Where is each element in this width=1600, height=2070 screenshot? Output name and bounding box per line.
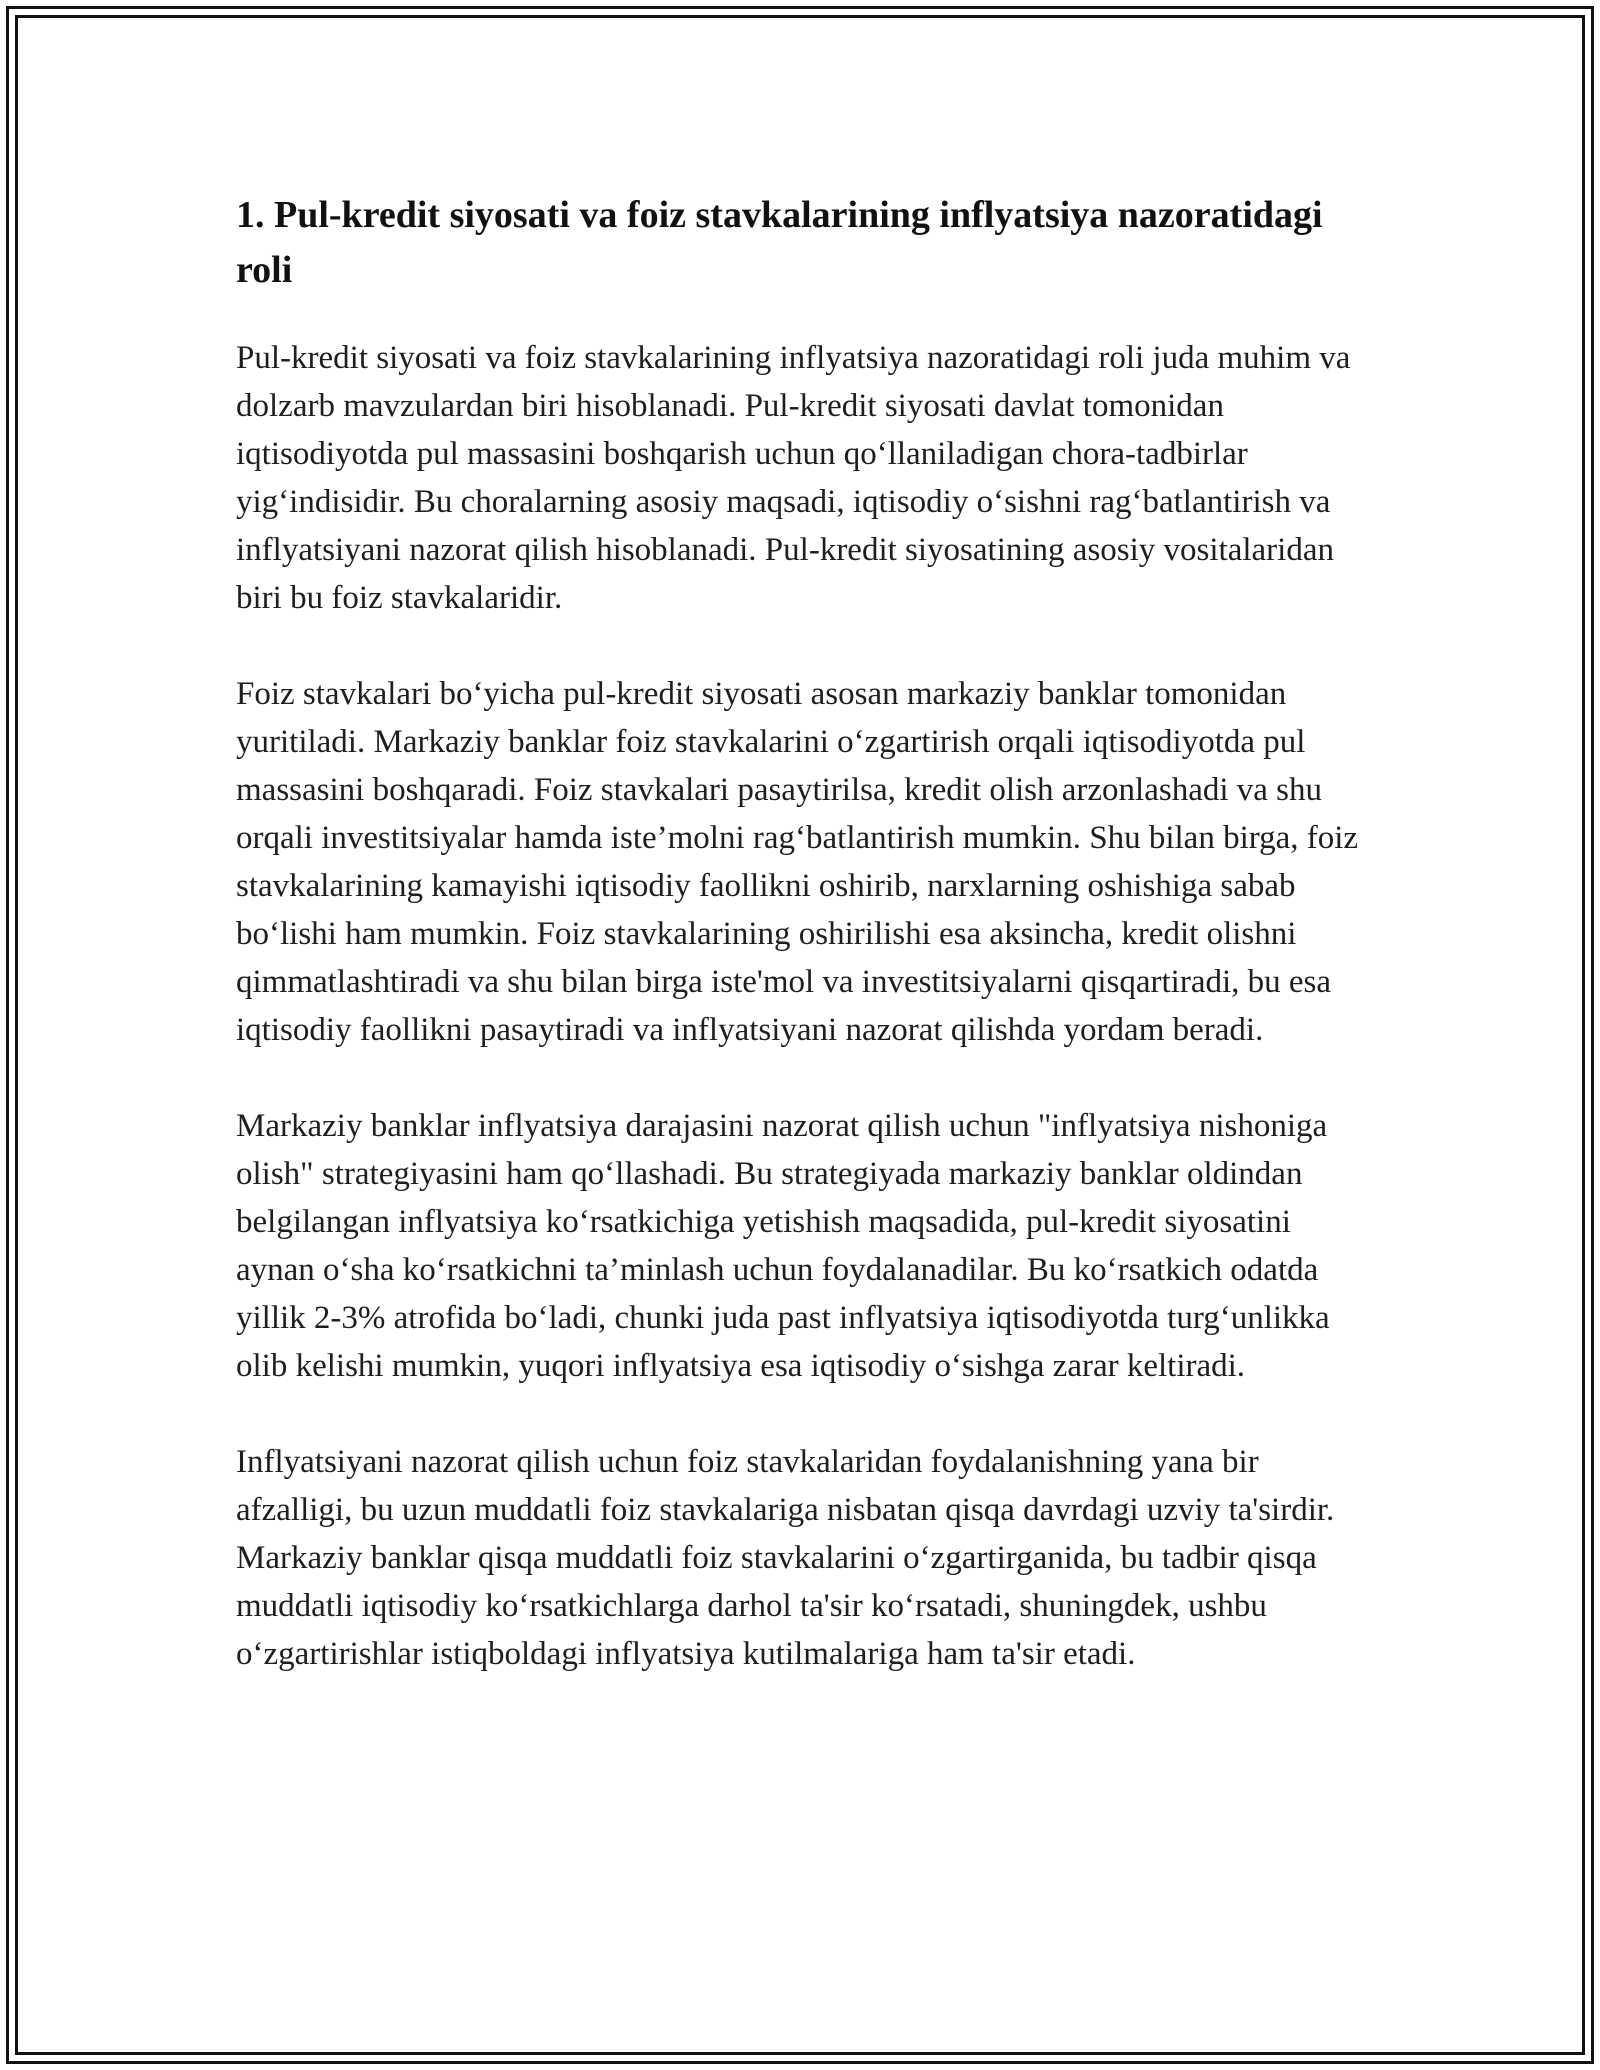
- section-heading: 1. Pul-kredit siyosati va foiz stavkalarining inflyatsiya nazoratidagi roli: [236, 194, 1323, 291]
- paragraph-1: Pul-kredit siyosati va foiz stavkalarining inflyatsiya nazoratidagi roli juda muhim va dolzarb mavzulardan biri hisoblanadi. Pul-kredit siyosati davlat tomonidan iqtisodiyotda pul massasini boshqarish uchun qo‘llaniladigan chora-tadbirlar yig‘indisidir. Bu choralarning asosiy maqsadi, iqtisodiy o‘sishni rag‘batlantirish va inflyatsiyani nazorat qilish hisoblanadi. Pul-kredit siyosatining asosiy vositalaridan biri bu foiz stavkalaridir.: [236, 340, 1351, 616]
- document-body: [236, 188, 1366, 1726]
- paragraph-3: Markaziy banklar inflyatsiya darajasini nazorat qilish uchun "inflyatsiya nishoniga olish" strategiyasini ham qo‘llashadi. Bu strategiyada markaziy banklar oldindan belgilangan inflyatsiya ko‘rsatkichiga yetishish maqsadida, pul-kredit siyosatini aynan o‘sha ko‘rsatkichni ta’minlash uchun foydalanadilar. Bu ko‘rsatkich odatda yillik 2-3% atrofida bo‘ladi, chunki juda past inflyatsiya iqtisodiyotda turg‘unlikka olib kelishi mumkin, yuqori inflyatsiya esa iqtisodiy o‘sishga zarar keltiradi.: [236, 1108, 1330, 1384]
- paragraph-2: Foiz stavkalari bo‘yicha pul-kredit siyosati asosan markaziy banklar tomonidan yuritiladi. Markaziy banklar foiz stavkalarini o‘zgartirish orqali iqtisodiyotda pul massasini boshqaradi. Foiz stavkalari pasaytirilsa, kredit olish arzonlashadi va shu orqali investitsiyalar hamda iste’molni rag‘batlantirish mumkin. Shu bilan birga, foiz stavkalarining kamayishi iqtisodiy faollikni oshirib, narxlarning oshishiga sabab bo‘lishi ham mumkin. Foiz stavkalarining oshirilishi esa aksincha, kredit olishni qimmatlashtiradi va shu bilan birga iste'mol va investitsiyalarni qisqartiradi, bu esa iqtisodiy faollikni pasaytiradi va inflyatsiyani nazorat qilishda yordam beradi.: [236, 676, 1359, 1048]
- paragraph-4: Inflyatsiyani nazorat qilish uchun foiz stavkalaridan foydalanishning yana bir afzalligi, bu uzun muddatli foiz stavkalariga nisbatan qisqa davrdagi uzviy ta'sirdir. Markaziy banklar qisqa muddatli foiz stavkalarini o‘zgartirganida, bu tadbir qisqa muddatli iqtisodiy ko‘rsatkichlarga darhol ta'sir ko‘rsatadi, shuningdek, ushbu o‘zgartirishlar istiqboldagi inflyatsiya kutilmalariga ham ta'sir etadi.: [236, 1444, 1335, 1672]
